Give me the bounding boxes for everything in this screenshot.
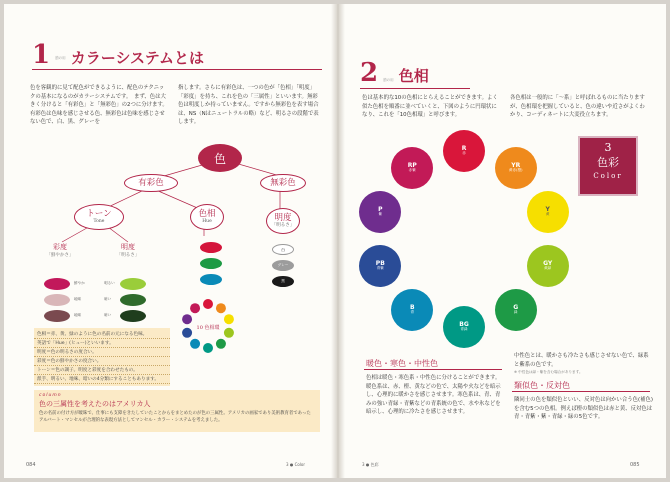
- sat-label-2: 地味: [74, 297, 82, 301]
- section-title-right: 色相: [398, 67, 429, 85]
- achro-white: 白: [272, 244, 294, 255]
- swatch-dark: [120, 294, 146, 306]
- hue-wheel-dot-r: [443, 130, 485, 172]
- hue-swatch-red: [200, 242, 222, 253]
- hue-code-label: G: [513, 304, 519, 312]
- hue-code-label: YR: [511, 161, 521, 169]
- hue-wheel-dot-y: [527, 191, 569, 233]
- hue-code-label: Y: [545, 205, 550, 213]
- saturation-group: [40, 242, 80, 258]
- column-box: [34, 390, 320, 432]
- section-small-label-right: 節の用: [383, 78, 394, 82]
- hue-wheel-dot-pb: [359, 245, 401, 287]
- column-title: 色の三属性を考えたのはアメリカ人: [39, 400, 151, 408]
- chapter-badge: [578, 136, 638, 196]
- chromatic-node: [124, 174, 178, 192]
- hue-name-label: 紫: [378, 211, 383, 216]
- saturation-sub: 「鮮やかさ」: [46, 253, 74, 258]
- mini-wheel-dot-g: [216, 339, 226, 349]
- brightness-group: [108, 242, 148, 258]
- lightness-sub: 「明るさ」: [271, 223, 295, 228]
- tree-root-node: 色: [198, 144, 242, 172]
- achro-black: 黒: [272, 276, 294, 287]
- hue-code-label: GY: [543, 260, 553, 268]
- left-paragraph-2: 指します。さらに有彩色は、一つの色が「色相」「明度」「彩度」を持ち、これを色の「三属性」といいます。無彩色は明度しか持っていません。ですから無彩色を表す場合は、NS（Nはニュートラルの略）など、明るさの段階で表します。: [178, 85, 319, 126]
- hue-name-label: 青: [410, 310, 415, 315]
- note-line-3: 明度＝色の明るさの度合い。: [34, 348, 170, 357]
- bright-label-3: 暗い: [104, 313, 112, 317]
- hue-sub: Hue: [202, 219, 212, 224]
- mini-wheel-dot-r: [203, 299, 213, 309]
- bright-label-1: 明るい: [104, 281, 115, 285]
- section-title: カラーシステムとは: [70, 49, 204, 67]
- bright-label-2: 暗い: [104, 297, 112, 301]
- swatch-darker: [120, 310, 146, 322]
- hue-name-label: 黄赤(橙): [508, 167, 523, 172]
- warm-cool-body: 色相は暖色・寒色系・中性色に分けることができます。暖色系は、赤、橙、黄などの色で、太陽や火などを暗示し、心理的に暖かさを感じさせます。寒色系は、青、青みの強い青緑・青紫などの青系統の色で、水や氷などを暗示し、心理的に冷たさを感じさせます。: [366, 375, 501, 416]
- left-paragraph-1: 色を客観的に見て配色ができるように、配色のテクニックの基本になるのがカラーシステムです。 まず、色は大きく分けると「有彩色」と「無彩色」の2つに分けます。有彩色は色味を感じさせる色、無彩色は色味を感じさせない色で、白、黒、グレーを: [30, 85, 168, 126]
- hue-wheel-dot-p: [359, 191, 401, 233]
- book-spread: [4, 4, 666, 478]
- mini-wheel-dot-b: [190, 339, 200, 349]
- hue-title: 色相: [198, 209, 216, 219]
- warm-cool-rule: [364, 369, 502, 370]
- swatch-dull-dark: [44, 310, 70, 322]
- sat-label-3: 地味: [74, 313, 82, 317]
- hue-code-label: RP: [407, 161, 417, 169]
- hue-wheel-dot-bg: [443, 306, 485, 348]
- hue-wheel-dot-b: [391, 289, 433, 331]
- mini-wheel-dot-p: [182, 314, 192, 324]
- heading-rule-right: [360, 88, 470, 89]
- hue-name-label: 赤: [462, 151, 466, 155]
- note-box: [34, 328, 170, 386]
- section-small-label: 節の用: [55, 56, 66, 60]
- brightness-title: 明度: [121, 243, 135, 251]
- hue-wheel-dot-rp: [391, 147, 433, 189]
- right-running-head: 3 ● 色彩: [362, 462, 379, 467]
- hue-code-label: P: [378, 205, 383, 213]
- badge-sub: Color: [593, 172, 623, 180]
- hue-code-label: PB: [375, 260, 385, 268]
- achromatic-node: [260, 174, 306, 192]
- achromatic-label: 無彩色: [270, 178, 296, 188]
- wheel-caption: 10 色相環: [196, 325, 220, 331]
- warm-cool-title: 暖色・寒色・中性色: [366, 359, 438, 368]
- swatch-light: [120, 278, 146, 290]
- sat-label-1: 鮮やか: [74, 281, 85, 285]
- right-paragraph-2: 各色相は一般的に「～系」と呼ばれるものに当たりますが、色相環を把握していると、色の違いや近さがよくわかり、コーディネートに大変役立ちます。: [510, 95, 645, 119]
- hue-name-label: 青紫: [376, 266, 384, 271]
- left-running-head: 3 ● Color: [286, 462, 306, 467]
- right-heading: [360, 58, 470, 89]
- lightness-node: [266, 208, 300, 234]
- hue-wheel-dot-g: [495, 289, 537, 331]
- mini-wheel-dot-bg: [203, 343, 213, 353]
- column-tag: column: [39, 393, 62, 398]
- right-page-number: 085: [630, 462, 640, 468]
- chromatic-label: 有彩色: [138, 178, 164, 188]
- hue-name-label: 青緑: [460, 327, 468, 331]
- section-number: 1: [32, 40, 51, 70]
- note-line-4: 彩度＝色の鮮やかさの度合い。: [34, 357, 170, 366]
- hue-name-label: 赤紫: [408, 167, 416, 172]
- tone-title: トーン: [86, 209, 112, 219]
- hue-code-label: BG: [459, 321, 469, 328]
- neutral-small-note: ※ 中性色は緑・紫を含む場合があります。: [514, 370, 583, 374]
- lightness-title: 明度: [274, 213, 292, 223]
- left-page-number: 084: [26, 462, 36, 468]
- note-line-2: 英語で「Hue」(ヒュー)といいます。: [34, 339, 170, 348]
- column-body: 色の名前の付け方が曖昧で、仕事にも支障をきたしていたことからをまとめたのが色の三属性。アメリカの画家であり美術教育者であったアルバート・マンセルが合理的な表現方法としてマンセル・カラー・システムを考えました。: [39, 411, 311, 423]
- brightness-sub: 「明るさ」: [116, 253, 140, 258]
- saturation-title: 彩度: [53, 243, 67, 251]
- right-paragraph-1: 色は基本的な10の色相にとらえることができます。よく似た色相を順番に並べていくと、下図のように円環状になり、これを「10色相環」と呼びます。: [362, 95, 498, 119]
- hue-name-label: 緑: [513, 310, 518, 315]
- tone-node: [74, 204, 124, 230]
- hue-name-label: 黄: [545, 211, 550, 216]
- swatch-vivid: [44, 278, 70, 290]
- mini-wheel-dot-yr: [216, 303, 226, 313]
- swatch-dull-light: [44, 294, 70, 306]
- similar-title: 類似色・反対色: [514, 381, 570, 390]
- note-line-1: 色相＝赤、黄、緑のように色の名前の元になる色味。: [34, 330, 170, 339]
- hue-code-label: R: [461, 145, 467, 152]
- similar-rule: [512, 391, 650, 392]
- note-line-6: 派手、明るい、地味、暗いの4分類にすることもあります。: [34, 375, 170, 384]
- hue-swatch-green: [200, 258, 222, 269]
- section-number-right: 2: [360, 58, 379, 88]
- hue-wheel-dot-yr: [495, 147, 537, 189]
- hue-wheel-dot-gy: [527, 245, 569, 287]
- hue-swatch-blue: [200, 274, 222, 285]
- similar-body: 隣同士の色を類似色といい、反対色は向かい合う色(補色)を含む5つの色相。例えば橙の類似色は赤と黄、反対色は青・青紫・紫・青緑・緑の5色です。: [514, 397, 653, 421]
- tone-sub: Tone: [93, 219, 105, 224]
- mini-wheel-dot-rp: [190, 303, 200, 313]
- badge-number: 3: [604, 141, 612, 154]
- note-line-5: トーン＝色の調子。明度と彩度を合わせたもの。: [34, 366, 170, 375]
- achro-gray: グレー: [272, 260, 294, 271]
- hue-wheel: [354, 124, 574, 354]
- hue-node: [190, 204, 224, 230]
- hue-name-label: 黄緑: [544, 266, 552, 271]
- badge-title: 色彩: [597, 156, 619, 169]
- mini-wheel-dot-y: [224, 314, 234, 324]
- hue-code-label: B: [409, 304, 415, 312]
- neutral-note: 中性色とは、暖かさも冷たさも感じさせない色で、緑系と紫系の色です。: [514, 353, 649, 368]
